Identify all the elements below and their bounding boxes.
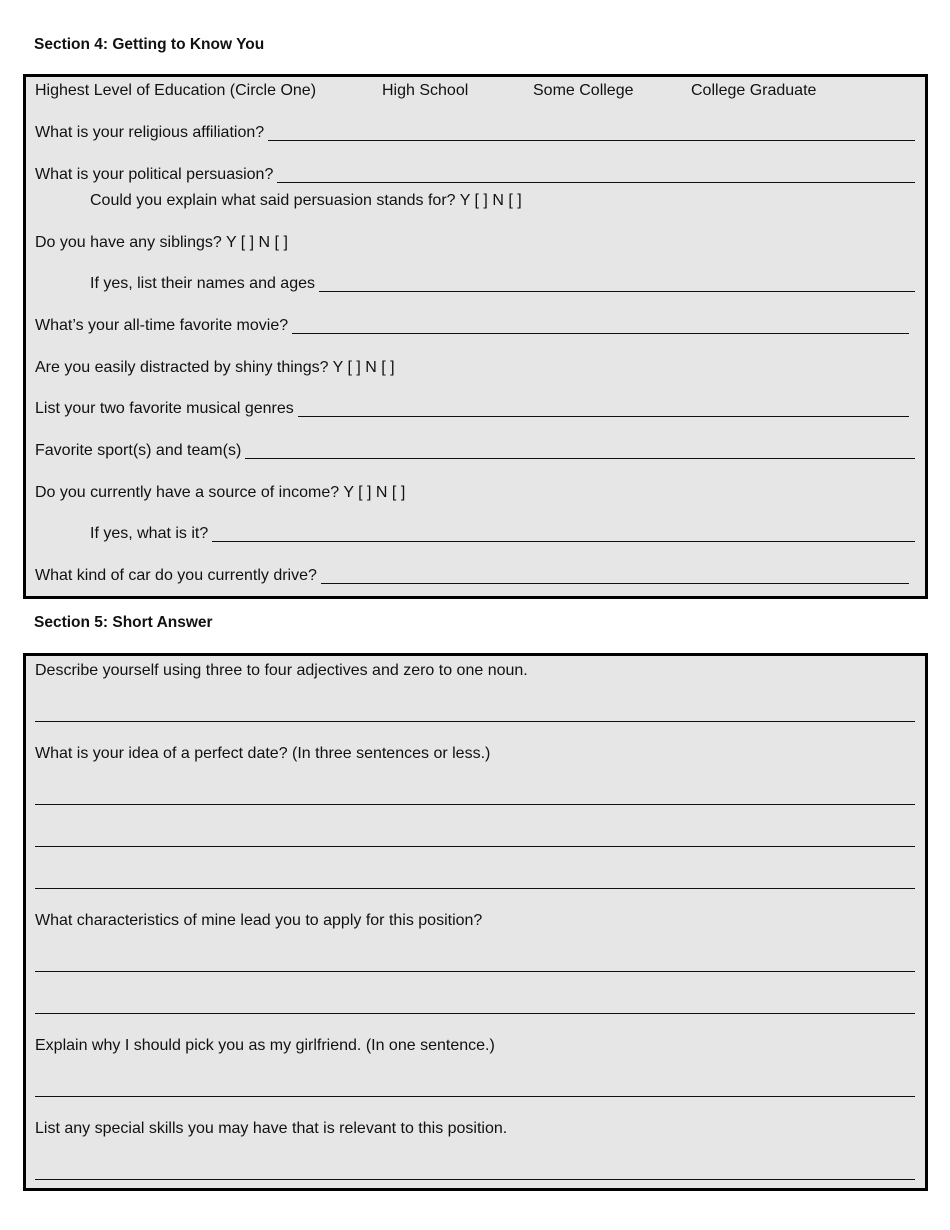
movie-question: What’s your all-time favorite movie? bbox=[35, 317, 289, 334]
income-what-row bbox=[90, 520, 915, 546]
education-option-some-college[interactable]: Some College bbox=[533, 82, 634, 99]
perfect-date-answer-line-3[interactable] bbox=[35, 887, 915, 889]
siblings-list-question: If yes, list their names and ages bbox=[90, 275, 315, 292]
movie-row bbox=[35, 312, 909, 338]
perfect-date-answer-line-1[interactable] bbox=[35, 803, 915, 805]
girlfriend-question: Explain why I should pick you as my girlfriend. (In one sentence.) bbox=[35, 1037, 495, 1054]
religion-row bbox=[35, 119, 915, 145]
movie-answer-line[interactable] bbox=[292, 332, 909, 334]
siblings-row bbox=[35, 229, 915, 255]
skills-answer-line[interactable] bbox=[35, 1178, 915, 1180]
shiny-question[interactable]: Are you easily distracted by shiny things? Y [ ] N [ ] bbox=[35, 359, 395, 376]
politics-row bbox=[35, 161, 915, 187]
shiny-row bbox=[35, 354, 915, 380]
section4-box bbox=[23, 74, 928, 599]
car-row bbox=[35, 562, 909, 588]
siblings-list-answer-line[interactable] bbox=[319, 290, 915, 292]
describe-answer-line[interactable] bbox=[35, 720, 915, 722]
siblings-question[interactable]: Do you have any siblings? Y [ ] N [ ] bbox=[35, 234, 288, 251]
music-answer-line[interactable] bbox=[298, 415, 909, 417]
section4-title: Section 4: Getting to Know You bbox=[34, 36, 265, 53]
income-what-answer-line[interactable] bbox=[212, 540, 915, 542]
siblings-list-row bbox=[90, 270, 915, 296]
politics-explain-question[interactable]: Could you explain what said persuasion stands for? Y [ ] N [ ] bbox=[90, 192, 522, 209]
describe-question: Describe yourself using three to four adjectives and zero to one noun. bbox=[35, 662, 528, 679]
education-option-college-graduate[interactable]: College Graduate bbox=[691, 82, 817, 99]
section5-box bbox=[23, 653, 928, 1191]
education-label: Highest Level of Education (Circle One) bbox=[35, 82, 317, 99]
car-question: What kind of car do you currently drive? bbox=[35, 567, 317, 584]
politics-question: What is your political persuasion? bbox=[35, 166, 274, 183]
religion-answer-line[interactable] bbox=[268, 139, 915, 141]
income-row bbox=[35, 479, 915, 505]
characteristics-answer-line-1[interactable] bbox=[35, 970, 915, 972]
section5-title: Section 5: Short Answer bbox=[34, 614, 213, 631]
perfect-date-answer-line-2[interactable] bbox=[35, 845, 915, 847]
music-question: List your two favorite musical genres bbox=[35, 400, 294, 417]
politics-answer-line[interactable] bbox=[277, 181, 915, 183]
income-question[interactable]: Do you currently have a source of income? Y [ ] N [ ] bbox=[35, 484, 406, 501]
sport-row bbox=[35, 437, 915, 463]
education-option-high-school[interactable]: High School bbox=[382, 82, 469, 99]
sport-question: Favorite sport(s) and team(s) bbox=[35, 442, 242, 459]
religion-question: What is your religious affiliation? bbox=[35, 124, 265, 141]
perfect-date-question: What is your idea of a perfect date? (In three sentences or less.) bbox=[35, 745, 491, 762]
characteristics-answer-line-2[interactable] bbox=[35, 1012, 915, 1014]
characteristics-question: What characteristics of mine lead you to apply for this position? bbox=[35, 912, 483, 929]
skills-question: List any special skills you may have that is relevant to this position. bbox=[35, 1120, 508, 1137]
sport-answer-line[interactable] bbox=[245, 457, 915, 459]
car-answer-line[interactable] bbox=[321, 582, 909, 584]
income-what-question: If yes, what is it? bbox=[90, 525, 209, 542]
music-row bbox=[35, 395, 909, 421]
politics-explain-row bbox=[90, 187, 915, 213]
girlfriend-answer-line[interactable] bbox=[35, 1095, 915, 1097]
